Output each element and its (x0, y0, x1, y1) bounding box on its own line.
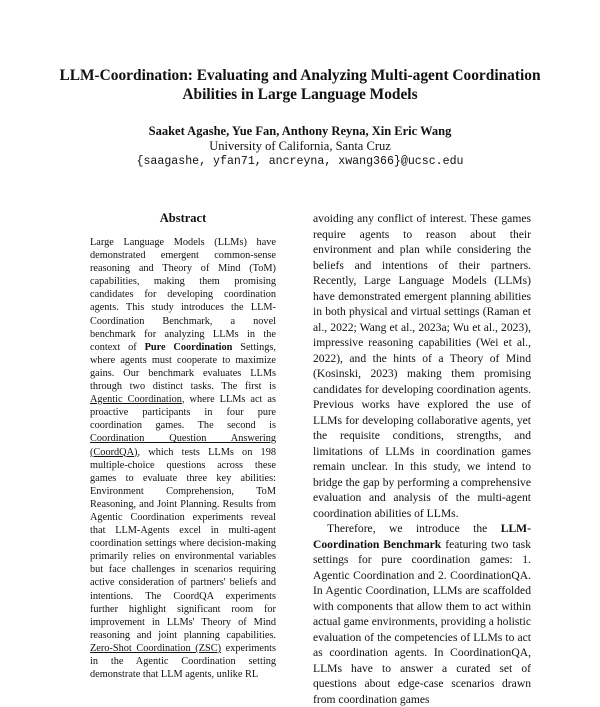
abstract-segment: Large Language Models (LLMs) have demonstrated emergent common-sense reasoning and Theory of Mind (ToM) capabilities, making them promising candidates for developing coordination agents. This study introduces the LLM-Coordination Benchmark, a novel benchmark for analyzing LLMs in the context of (90, 237, 276, 353)
abstract-segment: , which tests LLMs on 198 multiple-choice questions across these games to evaluate three key abilities: Environment Comprehension, ToM Reasoning, and Joint Planning. Results from Agentic Coordination experiments reveal that LLM-Agents excel in multi-agent coordination settings where decision-making primarily relies on environmental variables but face challenges in scenarios requiring active consideration of partners' beliefs and intentions. The CoordQA experiments further highlight significant room for improvement in LLMs' Theory of Mind reasoning and joint planning capabilities. (90, 446, 276, 641)
paper-title (40, 66, 560, 104)
title-line-1: LLM-Coordination: Evaluating and Analyzing Multi-agent Coordination (59, 67, 541, 84)
abstract-underlined-term: Zero-Shot Coordination (ZSC) (90, 642, 222, 654)
abstract-text (90, 236, 276, 681)
abstract-underlined-term: Coordination Question Answering (CoordQA) (90, 433, 276, 458)
abstract-segment: experiments in the Agentic Coordination setting demonstrate that LLM agents, unlike RL (90, 642, 276, 681)
abstract-segment: , where LLMs act as proactive participants in four pure coordination games. The second is (90, 394, 276, 432)
affiliation: University of California, Santa Cruz (209, 139, 391, 153)
author-names: Saaket Agashe, Yue Fan, Anthony Reyna, Xin Eric Wang (148, 124, 452, 138)
abstract-bold-term: Pure Coordination (144, 341, 233, 353)
author-emails: {saagashe, yfan71, ancreyna, xwang366}@ucsc.edu (136, 155, 464, 168)
abstract-heading: Abstract (159, 211, 207, 225)
body-segment: Therefore, we introduce the (327, 522, 501, 535)
body-segment: featuring two task settings for pure coordination games: 1. Agentic Coordination and 2. CoordinationQA. In Agentic Coordination, LLMs are scaffolded with components that allow them to act within actual game environments, providing a holistic evaluation of the competencies of LLMs to act as coordination agents. In CoordinationQA, LLMs have to answer a curated set of questions about edge-case scenarios drawn from coordination games (313, 537, 531, 706)
body-paragraph-1: avoiding any conflict of interest. These games require agents to reason about their environment and plan while considering the beliefs and intentions of their partners. Recently, Large Language Models (LLMs) have demonstrated emergent planning abilities in both physical and virtual settings (Raman et al., 2022; Wang et al., 2023a; Wu et al., 2023), impressive reasoning capabilities (Wei et al., 2022), and the hints of a Theory of Mind (Kosinski, 2023) making them promising candidates for developing coordination agents. Previous works have explored the use of LLMs for developing collaborative agents, yet the requisite conditions, strengths, and limitations of LLMs in coordination games remain unclear. In this study, we intend to bridge the gap by performing a comprehensive evaluation and analysis of the multi-agent coordination abilities of LLMs. (313, 212, 531, 520)
abstract-segment: Settings, where agents must cooperate to maximize gains. Our benchmark evaluates LLMs through two distinct tasks. The first is (90, 341, 276, 393)
body-bold-term: LLM-Coordination Benchmark (313, 522, 531, 551)
title-line-2: Abilities in Large Language Models (182, 86, 418, 103)
author-block (40, 124, 560, 169)
body-column-right (313, 211, 531, 706)
body-paragraph-2 (313, 521, 531, 707)
abstract-underlined-term: Agentic Coordination (90, 394, 182, 406)
